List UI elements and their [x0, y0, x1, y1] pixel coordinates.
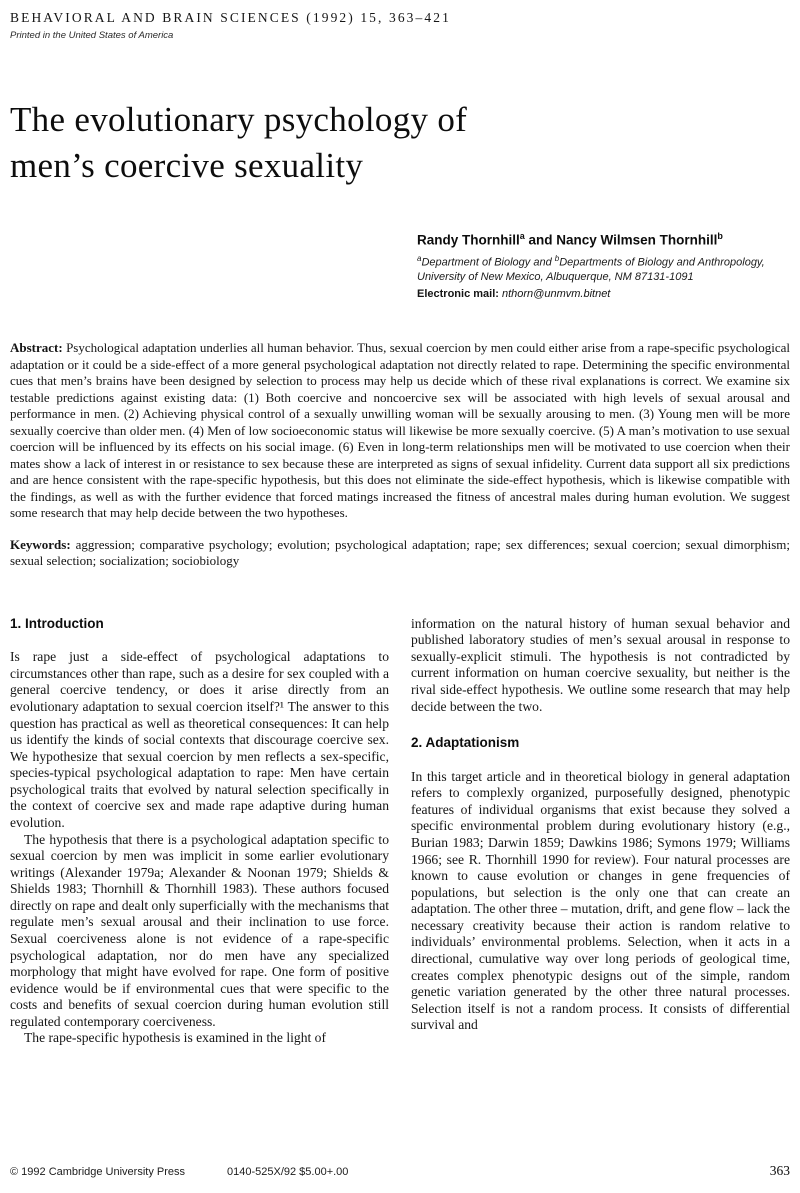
- author-affiliation: [417, 254, 790, 285]
- author-block: [417, 231, 790, 300]
- section-heading-introduction: 1. Introduction: [10, 615, 104, 631]
- abstract-label: Abstract:: [10, 340, 63, 356]
- affiliation-part-1: Department of Biology and: [421, 256, 555, 269]
- section-heading-adaptationism: 2. Adaptationism: [411, 735, 520, 751]
- right-column: [411, 616, 790, 1047]
- affiliation-superscript-b: b: [554, 253, 560, 263]
- abstract-text: Psychological adaptation underlies all human behavior. Thus, sexual coercion by men could either arise from a rape-specific psychological adaptation or it could be a side-effect of a more general psychological adaptation not directly related to rape. Determining the specific environmental cues that men’s brains have been designed by selection to process may help us decide which of these rival explanations is correct. We examine six testable predictions against existing data: (1) Both coercive and noncoercive sex will be associated with high levels of sexual arousal and performance in men. (2) Achieving physical control of a sexually unwilling woman will be sexually arousing to men. (3) Young men will be more sexually coercive than older men. (4) Men of low socioeconomic status will likewise be more sexually coercive. (5) A man’s motivation to use sexual coercion will be influenced by its effects on his social image. (6) Even in long-term relationships men will be motivated to use coercion when their mates show a lack of interest in or resistance to sex because these are interpreted as signs of sexual infidelity. Current data support all six predictions and are hence consistent with the rape-specific hypothesis, but this does not eliminate the side-effect hypothesis, which is likewise compatible with the findings, as well as with the further evidence that forced matings increased the fitness of ancestral males during human evolution. We suggest some research that may help decide between the two hypotheses.: [10, 340, 791, 521]
- affiliation-part-2: Departments of Biology and Anthropology, University of New Mexico, Albuquerque, NM 87131-1091: [417, 256, 765, 284]
- email-label: Electronic mail:: [417, 288, 502, 301]
- affiliation-superscript-a: a: [417, 253, 422, 263]
- author-names: [417, 231, 790, 248]
- journal-title-line: BEHAVIORAL AND BRAIN SCIENCES (1992) 15, 363–421: [10, 10, 451, 25]
- page-number: 363: [769, 1163, 790, 1178]
- author-name-1: Randy Thornhill: [417, 232, 520, 248]
- body-paragraph: In this target article and in theoretical biology in general adaptation refers to complexly organized, purposefully designed, phenotypic features of individual organisms that exist because they solved a specific environmental problem during evolutionary history (e.g., Burian 1983; Darwin 1859; Dawkins 1986; Symons 1979; Williams 1966; see R. Thornhill 1990 for review). Four natural processes are known to cause evolution or changes in gene frequencies of populations, but selection is the only one that can create an adaptation. The other three – mutation, drift, and gene flow – lack the necessary creativity because their action is random relative to individuals’ environmental problems. Selection, when it acts in a directional, cumulative way over long periods of geological time, creates complex phenotypic designs out of the simple, random genetic variation generated by the other three natural processes. Selection itself is not a random process. It consists of differential survival and: [411, 768, 790, 1033]
- journal-header: [10, 10, 790, 41]
- email-address: nthorn@unmvm.bitnet: [501, 288, 611, 301]
- issn-price: 0140-525X/92 $5.00+.00: [227, 1166, 349, 1178]
- keywords-label: Keywords:: [10, 536, 71, 552]
- abstract: [10, 340, 790, 522]
- printed-note: Printed in the United States of America: [10, 30, 174, 41]
- body-paragraph: Is rape just a side-effect of psychological adaptations to circumstances other than rape, such as a desire for sex coupled with a general coercive tendency, or does it arise directly from an evolutionary adaptation to sexual coercion itself?¹ The answer to this question has practical as well as theoretical consequences: It can help us identify the kinds of social contexts that discourage coercive sex. We hypothesize that sexual coercion by men reflects a sex-specific, species-typical psychological adaptation to rape: Men have certain psychological traits that evolved by natural selection specifically in the context of coercive sex and made rape adaptive during human evolution.: [10, 649, 389, 830]
- article-title-line-1: The evolutionary psychology of: [10, 100, 468, 139]
- keywords: [10, 537, 790, 570]
- copyright-notice: © 1992 Cambridge University Press: [10, 1166, 186, 1178]
- two-column-body: [10, 616, 790, 1047]
- page-footer: [10, 1163, 790, 1179]
- article-title-line-2: men’s coercive sexuality: [10, 146, 364, 186]
- left-column: [10, 616, 389, 1047]
- body-paragraph: The rape-specific hypothesis is examined in the light of: [24, 1030, 326, 1046]
- body-paragraph: The hypothesis that there is a psychological adaptation specific to sexual coercion by men was implicit in some earlier evolutionary writings (Alexander 1979a; Alexander & Noonan 1979; Shields & Shields 1983; Thornhill & Thornhill 1983). These authors focused directly on rape and dealt only superficially with the mechanisms that regulate men’s sexual arousal and their inclination to use force. Sexual coerciveness alone is not evidence of a rape-specific psychological adaptation, nor do men have any specialized morphology that might have evolved for rape. One form of positive evidence would be if environmental cues that were specific to the costs and benefits of sexual coercion during human evolution still regulated contemporary coerciveness.: [10, 831, 389, 1029]
- author-superscript-b: b: [717, 231, 723, 242]
- body-paragraph: information on the natural history of human sexual behavior and published laboratory studies of men’s sexual arousal in response to sexually-explicit stimuli. The hypothesis is not contradicted by current information on human coercive sexuality, but neither is the rival side-effect hypothesis. We outline some research that may help decide between the two.: [411, 615, 790, 714]
- email-line: [417, 288, 790, 300]
- author-name-2: and Nancy Wilmsen Thornhill: [524, 232, 718, 248]
- keywords-text: aggression; comparative psychology; evolution; psychological adaptation; rape; sex differences; sexual coercion; sexual dimorphism; sexual selection; socialization; sociobiology: [10, 536, 790, 569]
- author-superscript-a: a: [519, 231, 525, 242]
- article-title: [10, 97, 790, 189]
